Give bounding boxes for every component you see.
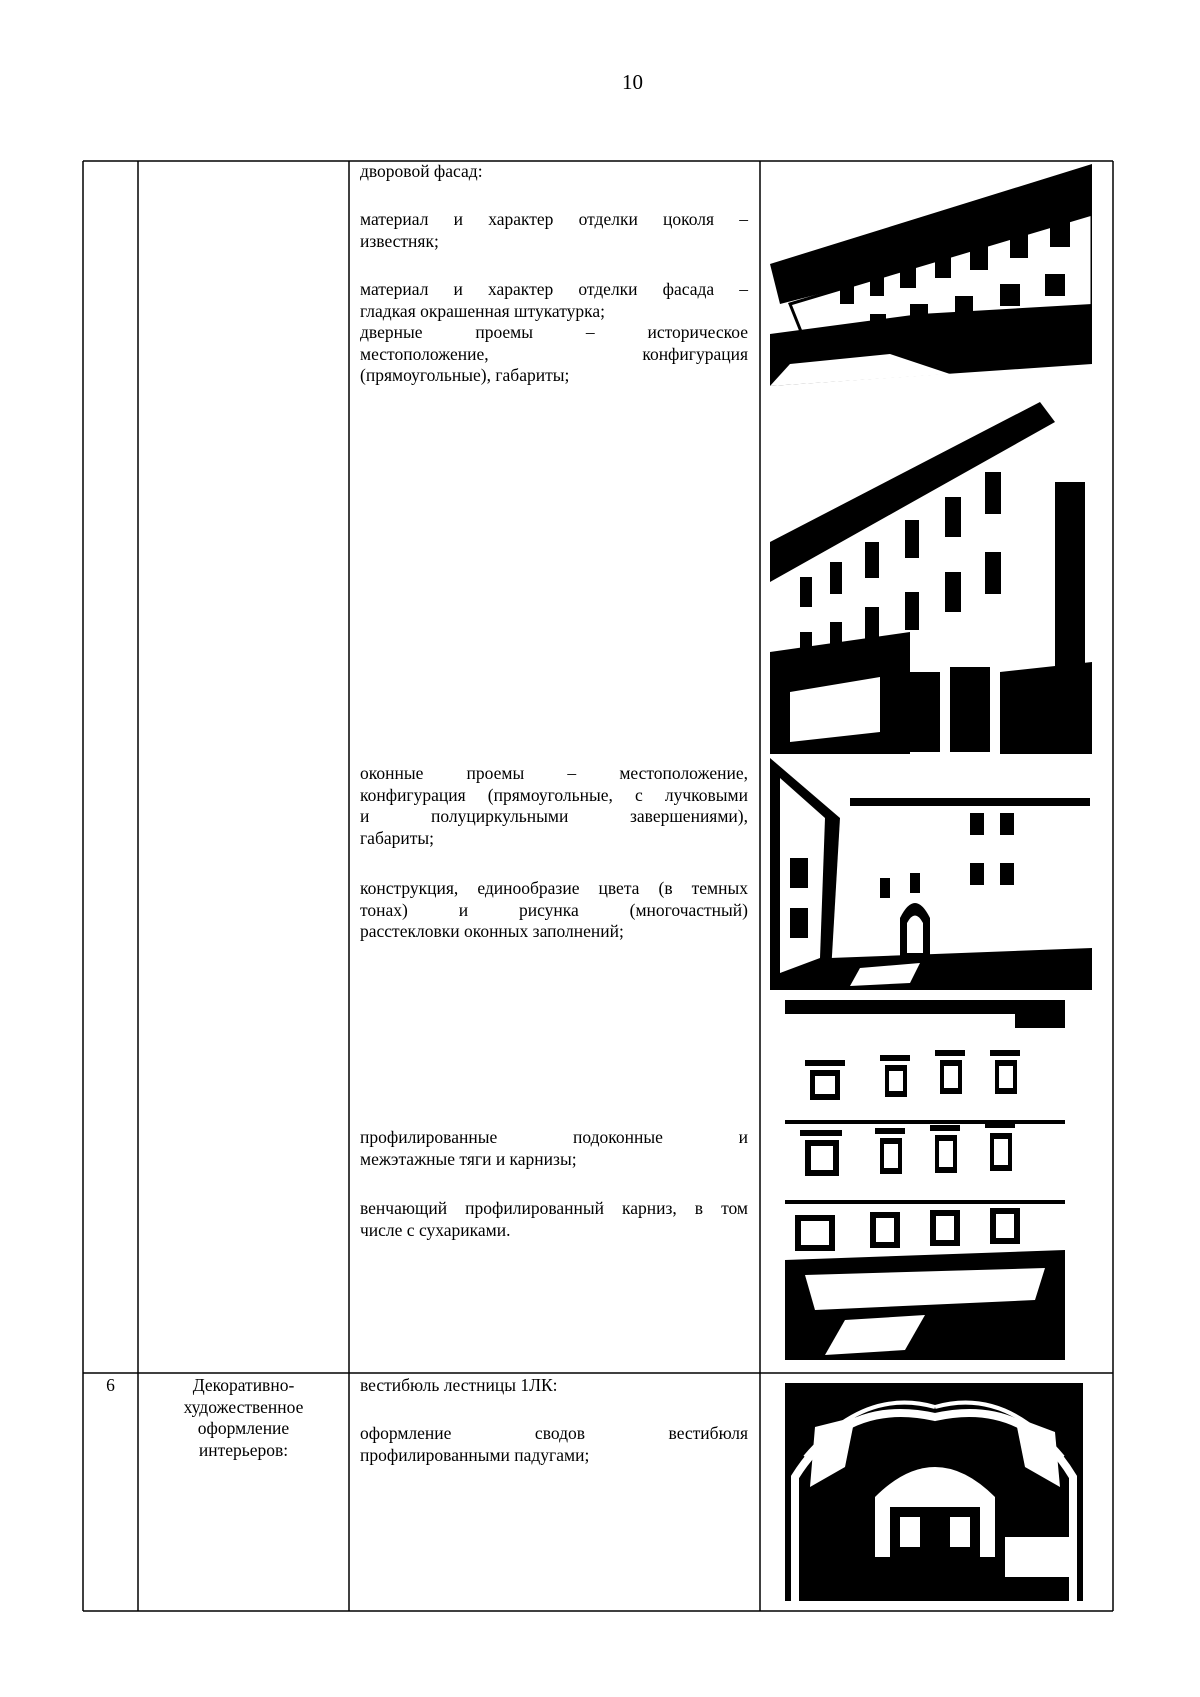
- facade-finish-text: материал и характер отделки фасада – гладкая окрашенная штукатурка; дверные проемы – историческое местоположение, конфигурация (прямоугольные), габариты;: [360, 279, 748, 385]
- page-number: 10: [622, 70, 643, 94]
- window-openings-text: оконные проемы – местоположение, конфигурация (прямоугольные, с лучковыми и полуциркульными завершениями), габариты;: [360, 763, 748, 848]
- plinth-finish-text: материал и характер отделки цоколя – известняк;: [360, 209, 748, 251]
- courtyard-facade-photo-2: [770, 402, 1092, 754]
- vestibule-heading: вестибюль лестницы 1ЛК:: [360, 1375, 558, 1395]
- courtyard-facade-photo-1: [770, 164, 1092, 386]
- window-glazing-text: конструкция, единообразие цвета (в темных тонах) и рисунка (многочастный) расстекловки оконных заполнений;: [360, 878, 748, 941]
- row-number: 6: [106, 1375, 115, 1395]
- profiled-cornices-text: профилированные подоконные и межэтажные тяги и карнизы;: [360, 1127, 748, 1169]
- element-name: Декоративно- художественное оформление интерьеров:: [183, 1375, 304, 1460]
- section-heading-courtyard-facade: дворовой фасад:: [360, 161, 483, 181]
- facade-cornice-photo: [785, 1000, 1065, 1360]
- vestibule-vaults-photo: [785, 1377, 1083, 1601]
- courtyard-windows-photo: [770, 758, 1092, 990]
- crowning-cornice-text: венчающий профилированный карниз, в том числе с сухариками.: [360, 1198, 748, 1240]
- vault-decoration-text: оформление сводов вестибюля профилированными падугами;: [360, 1423, 748, 1465]
